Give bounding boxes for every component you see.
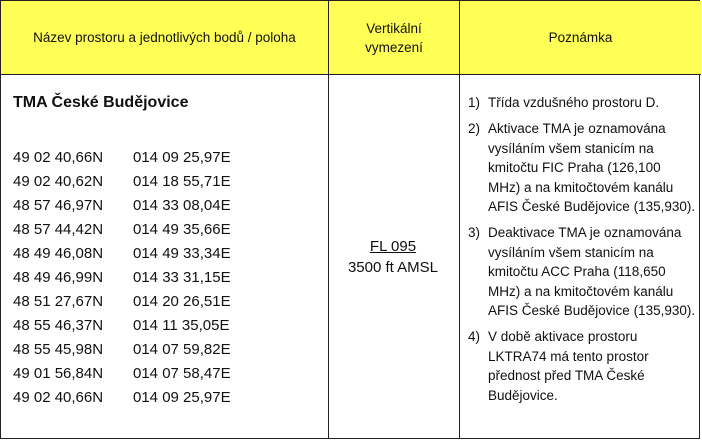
area-title: TMA České Budějovice: [13, 94, 189, 111]
coordinate-row: [13, 314, 231, 338]
longitude: 014 33 08,04E: [133, 197, 231, 214]
remark-number: 3): [468, 225, 481, 241]
remark-item: [468, 119, 696, 216]
remark-number: 1): [468, 95, 481, 110]
coordinate-row: [13, 290, 231, 314]
coordinate-row: [13, 242, 231, 266]
coordinate-row: [13, 218, 231, 242]
longitude: 014 18 55,71E: [133, 173, 231, 190]
lower-limit: 3500 ft AMSL: [347, 259, 439, 276]
header-remarks-label: Poznámka: [548, 30, 613, 45]
coordinate-row: [13, 386, 231, 410]
vertical-limits: [328, 236, 458, 278]
remark-number: 2): [468, 121, 481, 137]
remarks-list: [468, 93, 696, 412]
remark-item: [468, 223, 696, 320]
latitude: 48 57 44,42N: [13, 221, 104, 238]
table-header: [1, 1, 701, 75]
longitude: 014 11 35,05E: [133, 317, 230, 334]
latitude: 48 49 46,08N: [13, 245, 104, 262]
header-area-name-label: Název prostoru a jednotlivých bodů / poloha: [33, 30, 296, 45]
coordinate-row: [13, 338, 231, 362]
latitude: 48 57 46,97N: [13, 197, 104, 214]
remark-item: [468, 93, 696, 112]
latitude: 48 55 46,37N: [13, 317, 104, 334]
longitude: 014 49 33,34E: [133, 245, 231, 262]
header-remarks: [459, 1, 701, 74]
remark-text: Třída vzdušného prostoru D.: [488, 95, 660, 110]
remark-item: [468, 327, 696, 405]
longitude: 014 33 31,15E: [133, 269, 231, 286]
coordinate-row: [13, 266, 231, 290]
latitude: 48 49 46,99N: [13, 269, 104, 286]
header-vertical-line1: Vertikální: [366, 20, 422, 36]
longitude: 014 09 25,97E: [133, 389, 231, 406]
coordinate-list: [13, 146, 231, 410]
remark-number: 4): [468, 329, 481, 345]
coordinate-row: [13, 170, 231, 194]
remark-text: Deaktivace TMA je oznamována vysíláním všem stanicím na kmitočtu ACC Praha (118,650 MHz) a na kmitočtovém kanálu AFIS České Budějovice (135,930).: [488, 225, 696, 319]
coordinate-row: [13, 194, 231, 218]
coordinate-row: [13, 362, 231, 386]
header-area-name: [1, 1, 328, 74]
longitude: 014 07 59,82E: [133, 341, 231, 358]
longitude: 014 07 58,47E: [133, 365, 231, 382]
latitude: 49 02 40,66N: [13, 389, 104, 406]
latitude: 49 01 56,84N: [13, 365, 104, 382]
coordinate-row: [13, 146, 231, 170]
longitude: 014 49 35,66E: [133, 221, 231, 238]
upper-limit: FL 095: [369, 238, 417, 255]
latitude: 48 51 27,67N: [13, 293, 104, 310]
latitude: 49 02 40,66N: [13, 149, 104, 166]
header-vertical-limits: [328, 1, 459, 74]
remark-text: V době aktivace prostoru LKTRA74 má tento prostor přednost před TMA České Budějovice.: [488, 329, 649, 403]
latitude: 48 55 45,98N: [13, 341, 104, 358]
longitude: 014 20 26,51E: [133, 293, 231, 310]
header-vertical-line2: vymezení: [365, 39, 423, 55]
column-divider: [459, 75, 460, 439]
remark-text: Aktivace TMA je oznamována vysíláním všem stanicím na kmitočtu FIC Praha (126,100 MHz) a na kmitočtovém kanálu AFIS České Budějovice (135,930).: [488, 121, 696, 215]
longitude: 014 09 25,97E: [133, 149, 231, 166]
latitude: 49 02 40,62N: [13, 173, 104, 190]
